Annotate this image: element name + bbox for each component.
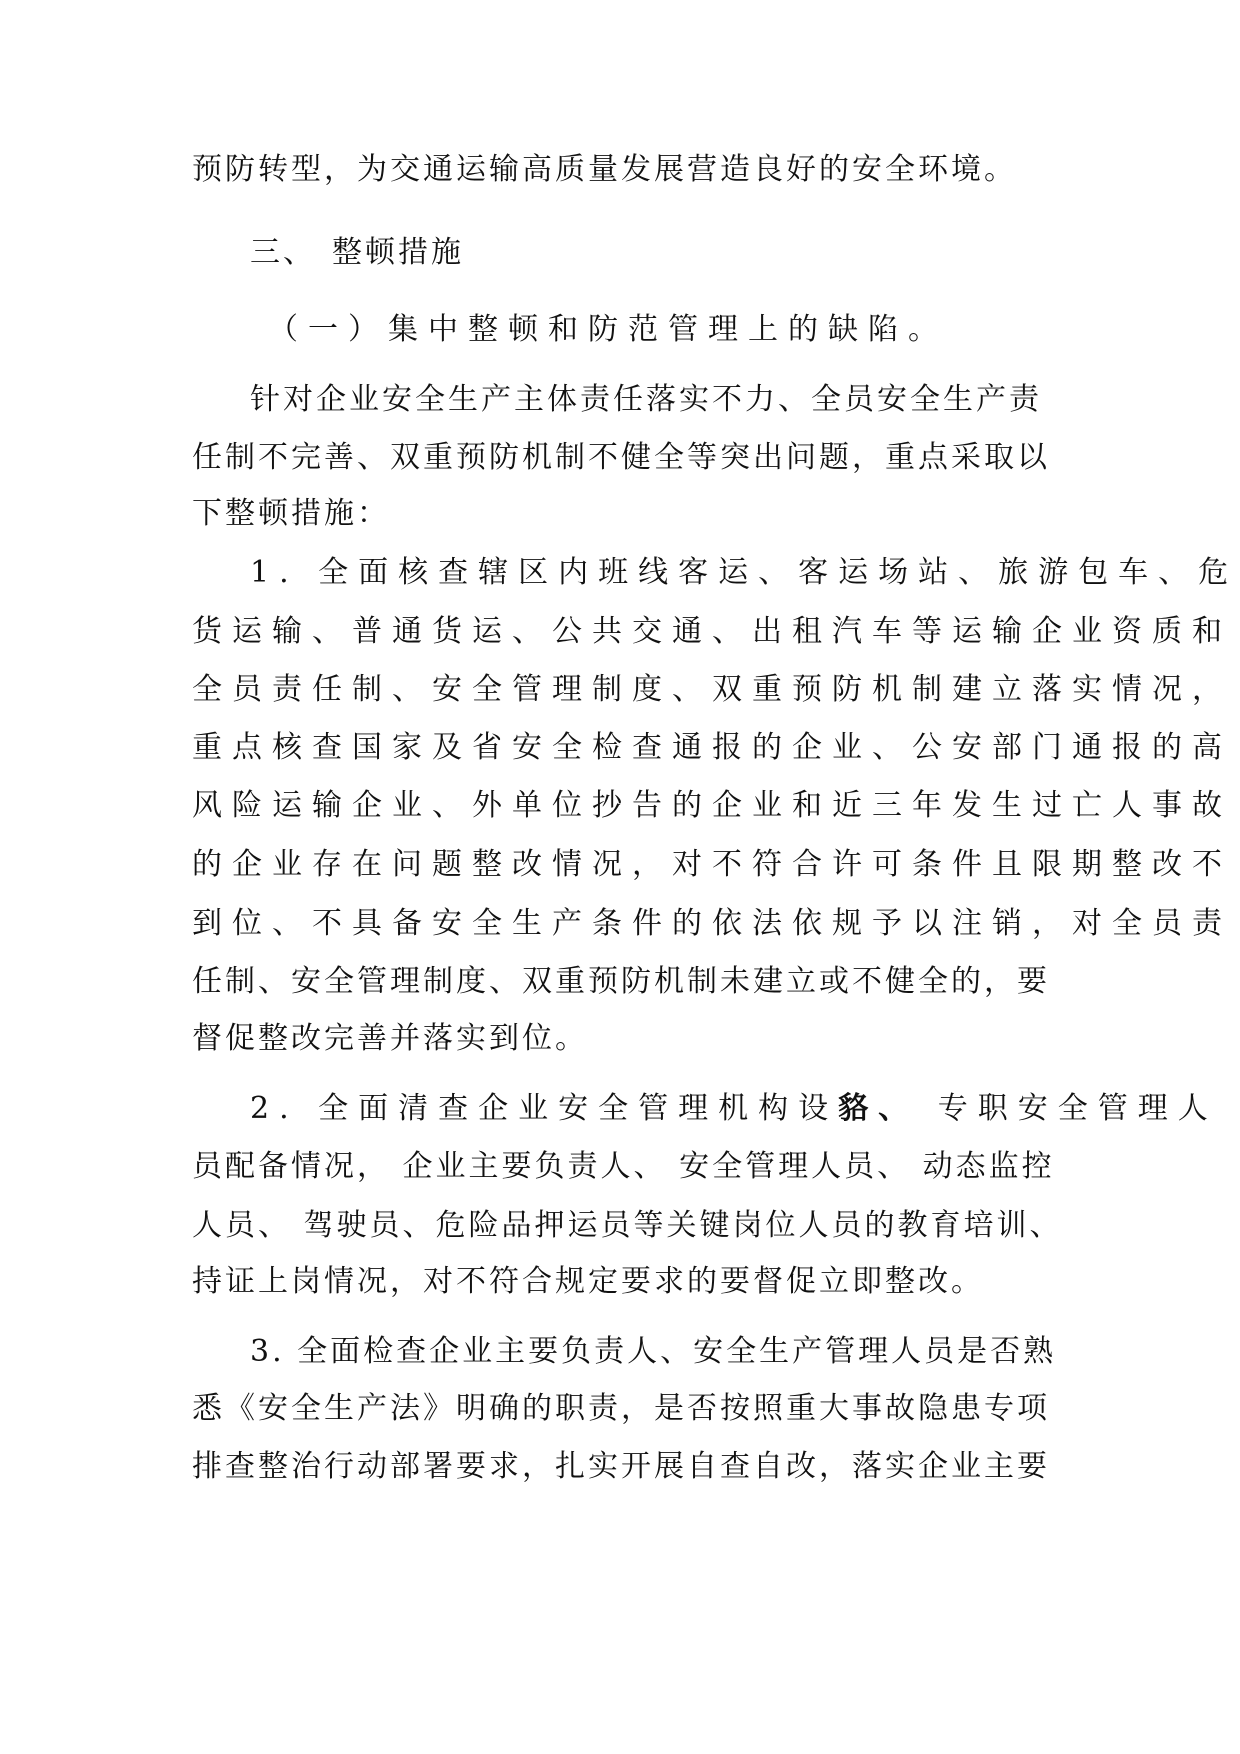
section-heading-number: 三、 [250,235,316,270]
item-2-line-end: 专职安全管理人 [918,1091,1218,1126]
paragraph-line: 1. 全面核查辖区内班线客运、客运场站、旅游包车、危 [250,555,1239,590]
paragraph-line: 下整顿措施： [192,496,390,531]
paragraph-line: 督促整改完善并落实到位。 [192,1021,588,1056]
continuation-line: 预防转型，为交通运输高质量发展营造良好的安全环境。 [192,152,1017,187]
paragraph-line: 的企业存在问题整改情况，对不符合许可条件且限期整改不 [192,847,1232,882]
paragraph-line: 悉《安全生产法》明确的职责，是否按照重大事故隐患专项 [192,1391,1050,1426]
paragraph-line: 持证上岗情况，对不符合规定要求的要督促立即整改。 [192,1264,984,1299]
paragraph-line: 排查整治行动部署要求，扎实开展自查自改，落实企业主要 [192,1449,1050,1484]
paragraph-line: 重点核查国家及省安全检查通报的企业、公安部门通报的高 [192,730,1232,765]
paragraph-line: 货运输、普通货运、公共交通、出租汽车等运输企业资质和 [192,614,1232,649]
paragraph-line: 3. 全面检查企业主要负责人、安全生产管理人员是否熟 [250,1334,1057,1369]
subsection-heading: （一）集中整顿和防范管理上的缺陷。 [268,312,948,347]
item-2-line-start: 2. 全面清查企业安全管理机构设 [250,1091,839,1126]
paragraph-line: 任制不完善、双重预防机制不健全等突出问题，重点采取以 [192,440,1050,475]
section-heading-title: 整顿措施 [332,235,464,270]
paragraph-line [250,1089,1218,1129]
paragraph-line: 针对企业安全生产主体责任落实不力、全员安全生产责 [250,382,1042,417]
paragraph-line: 风险运输企业、外单位抄告的企业和近三年发生过亡人事故 [192,788,1232,823]
paragraph-line: 到位、不具备安全生产条件的依法依规予以注销，对全员责 [192,906,1232,941]
item-2-bold-text: 貉、 [838,1091,919,1126]
paragraph-line: 人员、 驾驶员、危险品押运员等关键岗位人员的教育培训、 [192,1208,1063,1243]
paragraph-line: 员配备情况， 企业主要负责人、 安全管理人员、 动态监控 [192,1149,1055,1184]
paragraph-line: 全员责任制、安全管理制度、双重预防机制建立落实情况， [192,672,1232,707]
paragraph-line: 任制、安全管理制度、双重预防机制未建立或不健全的，要 [192,964,1050,999]
